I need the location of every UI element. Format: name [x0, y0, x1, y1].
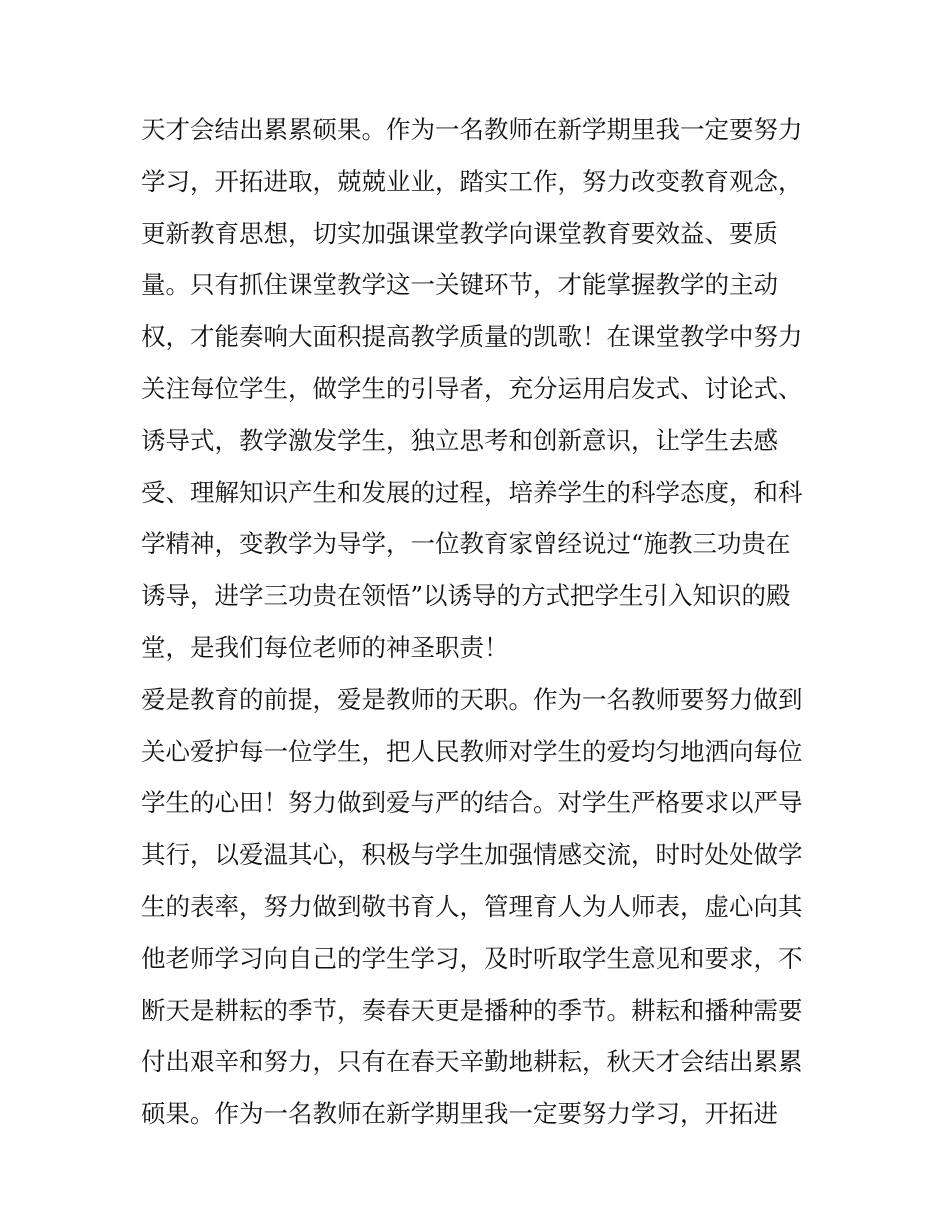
text-line: 断天是耕耘的季节，奏春天更是播种的季节。耕耘和播种需要 — [141, 995, 803, 1025]
text-line: 权，才能奏响大面积提高教学质量的凯歌！在课堂教学中努力 — [141, 322, 803, 352]
text-line: 诱导式，教学激发学生，独立思考和创新意识，让学生去感 — [141, 425, 778, 455]
text-line: 堂，是我们每位老师的神圣职责！ — [141, 632, 509, 662]
text-line: 受、理解知识产生和发展的过程，培养学生的科学态度，和科 — [141, 477, 803, 507]
text-line: 其行，以爱温其心，积极与学生加强情感交流，时时处处做学 — [141, 840, 803, 870]
text-line: 他老师学习向自己的学生学习，及时听取学生意见和要求，不 — [141, 943, 803, 973]
text-line: 学生的心田！努力做到爱与严的结合。对学生严格要求以严导 — [141, 788, 803, 818]
text-line: 学习，开拓进取，兢兢业业，踏实工作，努力改变教育观念， — [141, 166, 803, 196]
text-line: 更新教育思想，切实加强课堂教学向课堂教育要效益、要质 — [141, 218, 778, 248]
text-line: 诱导，进学三功贵在领悟”以诱导的方式把学生引入知识的殿 — [141, 581, 791, 611]
text-line: 学精神，变教学为导学，一位教育家曾经说过“施教三功贵在 — [141, 529, 791, 559]
text-line: 爱是教育的前提，爱是教师的天职。作为一名教师要努力做到 — [141, 684, 803, 714]
text-line: 关心爱护每一位学生，把人民教师对学生的爱均匀地洒向每位 — [141, 736, 803, 766]
text-line: 付出艰辛和努力，只有在春天辛勤地耕耘，秋天才会结出累累 — [141, 1047, 803, 1077]
text-line: 硕果。作为一名教师在新学期里我一定要努力学习，开拓进 — [141, 1099, 778, 1129]
text-line: 量。只有抓住课堂教学这一关键环节，才能掌握教学的主动 — [141, 270, 778, 300]
text-line: 天才会结出累累硕果。作为一名教师在新学期里我一定要努力 — [141, 115, 803, 144]
text-line: 生的表率，努力做到敬书育人，管理育人为人师表，虚心向其 — [141, 891, 803, 921]
body-text — [141, 104, 821, 1140]
text-line: 关注每位学生，做学生的引导者，充分运用启发式、讨论式、 — [141, 373, 803, 403]
